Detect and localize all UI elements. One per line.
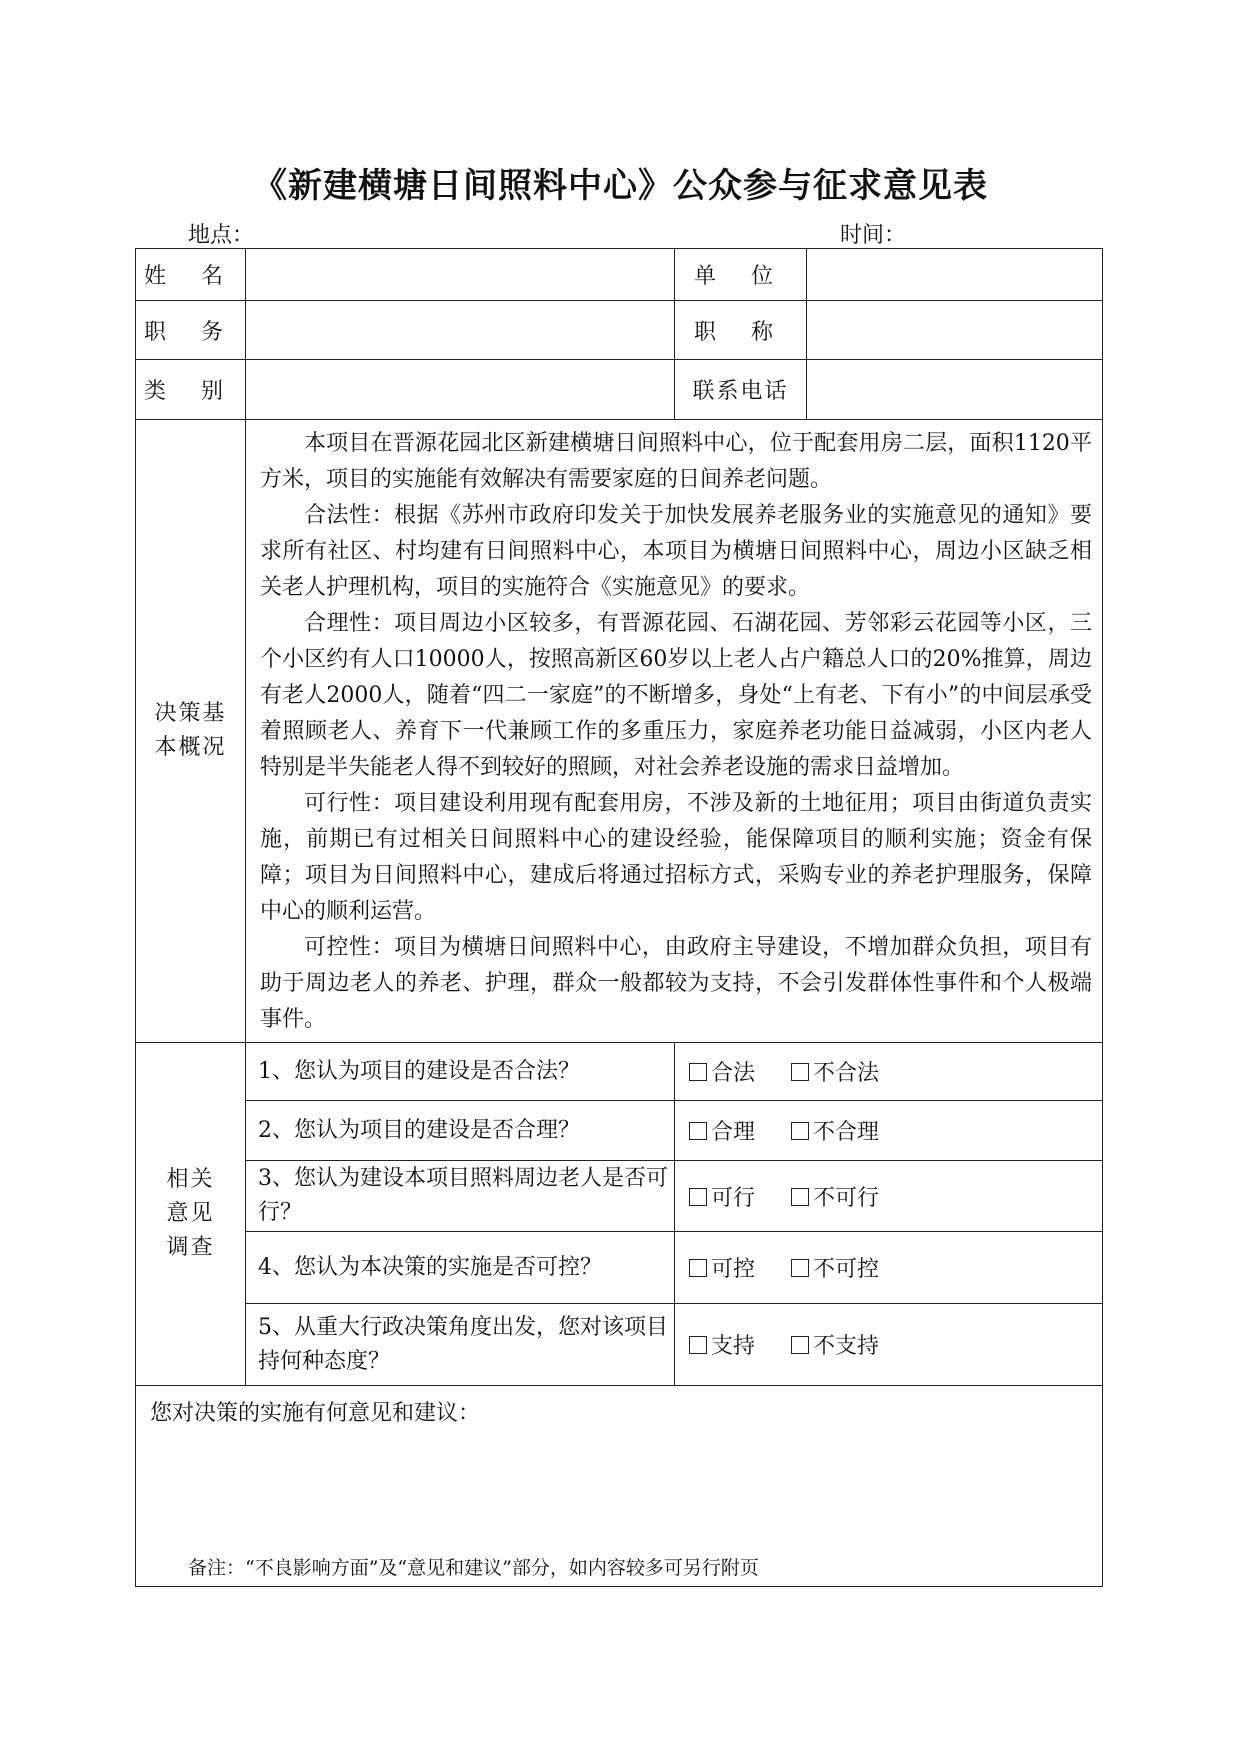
comment-label: 您对决策的实施有何意见和建议： xyxy=(150,1401,481,1426)
row-name-unit xyxy=(136,249,1103,301)
checkbox-icon xyxy=(791,1259,809,1277)
survey-question: 3、您认为建设本项目照料周边老人是否可行？ xyxy=(246,1161,675,1232)
survey-row xyxy=(136,1043,1103,1101)
survey-question: 2、您认为项目的建设是否合理？ xyxy=(246,1101,675,1161)
rationality-paragraph: 合理性：项目周边小区较多，有晋源花园、石湖花园、芳邻彩云花园等小区，三个小区约有人口10000人，按照高新区60岁以上老人占户籍总人口的20%推算，周边有老人2000人，随着“四二一家庭”的不断增多，身处“上有老、下有小”的中间层承受着照顾老人、养育下一代兼顾工作的多重压力，家庭养老功能日益减弱，小区内老人特别是半失能老人得不到较好的照顾，对社会养老设施的需求日益增加。 xyxy=(260,611,1092,780)
survey-row xyxy=(136,1101,1103,1161)
controllability-paragraph: 可控性：项目为横塘日间照料中心，由政府主导建设，不增加群众负担，项目有助于周边老人的养老、护理，群众一般都较为支持，不会引发群体性事件和个人极端事件。 xyxy=(260,935,1092,1032)
survey-row xyxy=(136,1232,1103,1304)
option-yes[interactable]: 支持 xyxy=(689,1334,755,1359)
option-no[interactable]: 不可行 xyxy=(791,1186,879,1211)
survey-label: 相关意见调查 xyxy=(136,1043,246,1386)
time-label: 时间： xyxy=(840,223,907,248)
position-label: 职 务 xyxy=(136,301,246,360)
option-yes[interactable]: 可行 xyxy=(689,1186,755,1211)
feasibility-paragraph: 可行性：项目建设利用现有配套用房，不涉及新的土地征用；项目由街道负责实施，前期已有过相关日间照料中心的建设经验，能保障项目的顺利实施；资金有保障；项目为日间照料中心，建成后将通过招标方式，采购专业的养老护理服务，保障中心的顺利运营。 xyxy=(260,791,1092,924)
option-yes[interactable]: 合理 xyxy=(689,1120,755,1145)
basic-info-paragraph: 本项目在晋源花园北区新建横塘日间照料中心，位于配套用房二层，面积1120平方米，项目的实施能有效解决有需要家庭的日间养老问题。 xyxy=(260,431,1092,492)
row-position-title xyxy=(136,301,1103,360)
survey-options xyxy=(675,1304,1103,1386)
unit-field[interactable] xyxy=(807,249,1103,301)
position-field[interactable] xyxy=(246,301,675,360)
row-basic-info xyxy=(136,420,1103,1043)
legality-paragraph: 合法性：根据《苏州市政府印发关于加快发展养老服务业的实施意见的通知》要求所有社区、村均建有日间照料中心，本项目为横塘日间照料中心，周边小区缺乏相关老人护理机构，项目的实施符合《实施意见》的要求。 xyxy=(260,503,1092,600)
option-no[interactable]: 不合法 xyxy=(791,1061,879,1086)
phone-label: 联系电话 xyxy=(675,360,807,420)
category-label: 类 别 xyxy=(136,360,246,420)
title-rank-label: 职 称 xyxy=(675,301,807,360)
survey-row xyxy=(136,1161,1103,1232)
survey-question: 5、从重大行政决策角度出发，您对该项目持何种态度？ xyxy=(246,1304,675,1386)
survey-options xyxy=(675,1101,1103,1161)
basic-info-content xyxy=(246,420,1103,1043)
checkbox-icon xyxy=(791,1063,809,1081)
name-label: 姓 名 xyxy=(136,249,246,301)
survey-question: 1、您认为项目的建设是否合法？ xyxy=(246,1043,675,1101)
footnote: 备注：“不良影响方面”及“意见和建议”部分，如内容较多可另行附页 xyxy=(188,1557,759,1579)
option-no[interactable]: 不可控 xyxy=(791,1257,879,1282)
page-title: 《新建横塘日间照料中心》公众参与征求意见表 xyxy=(253,166,988,206)
checkbox-icon xyxy=(689,1122,707,1140)
survey-question: 4、您认为本决策的实施是否可控？ xyxy=(246,1232,675,1304)
checkbox-icon xyxy=(689,1336,707,1354)
title-rank-field[interactable] xyxy=(807,301,1103,360)
basic-info-label: 决策基本概况 xyxy=(136,420,246,1043)
unit-label: 单 位 xyxy=(675,249,807,301)
phone-field[interactable] xyxy=(807,360,1103,420)
option-yes[interactable]: 合法 xyxy=(689,1061,755,1086)
option-no[interactable]: 不支持 xyxy=(791,1334,879,1359)
category-field[interactable] xyxy=(246,360,675,420)
checkbox-icon xyxy=(689,1188,707,1206)
checkbox-icon xyxy=(791,1336,809,1354)
name-field[interactable] xyxy=(246,249,675,301)
option-no[interactable]: 不合理 xyxy=(791,1120,879,1145)
checkbox-icon xyxy=(791,1122,809,1140)
checkbox-icon xyxy=(791,1188,809,1206)
location-label: 地点： xyxy=(188,223,255,248)
option-yes[interactable]: 可控 xyxy=(689,1257,755,1282)
checkbox-icon xyxy=(689,1259,707,1277)
checkbox-icon xyxy=(689,1063,707,1081)
row-category-phone xyxy=(136,360,1103,420)
opinion-form-table xyxy=(135,248,1103,1587)
survey-options xyxy=(675,1232,1103,1304)
survey-options xyxy=(675,1161,1103,1232)
survey-options xyxy=(675,1043,1103,1101)
survey-row xyxy=(136,1304,1103,1386)
